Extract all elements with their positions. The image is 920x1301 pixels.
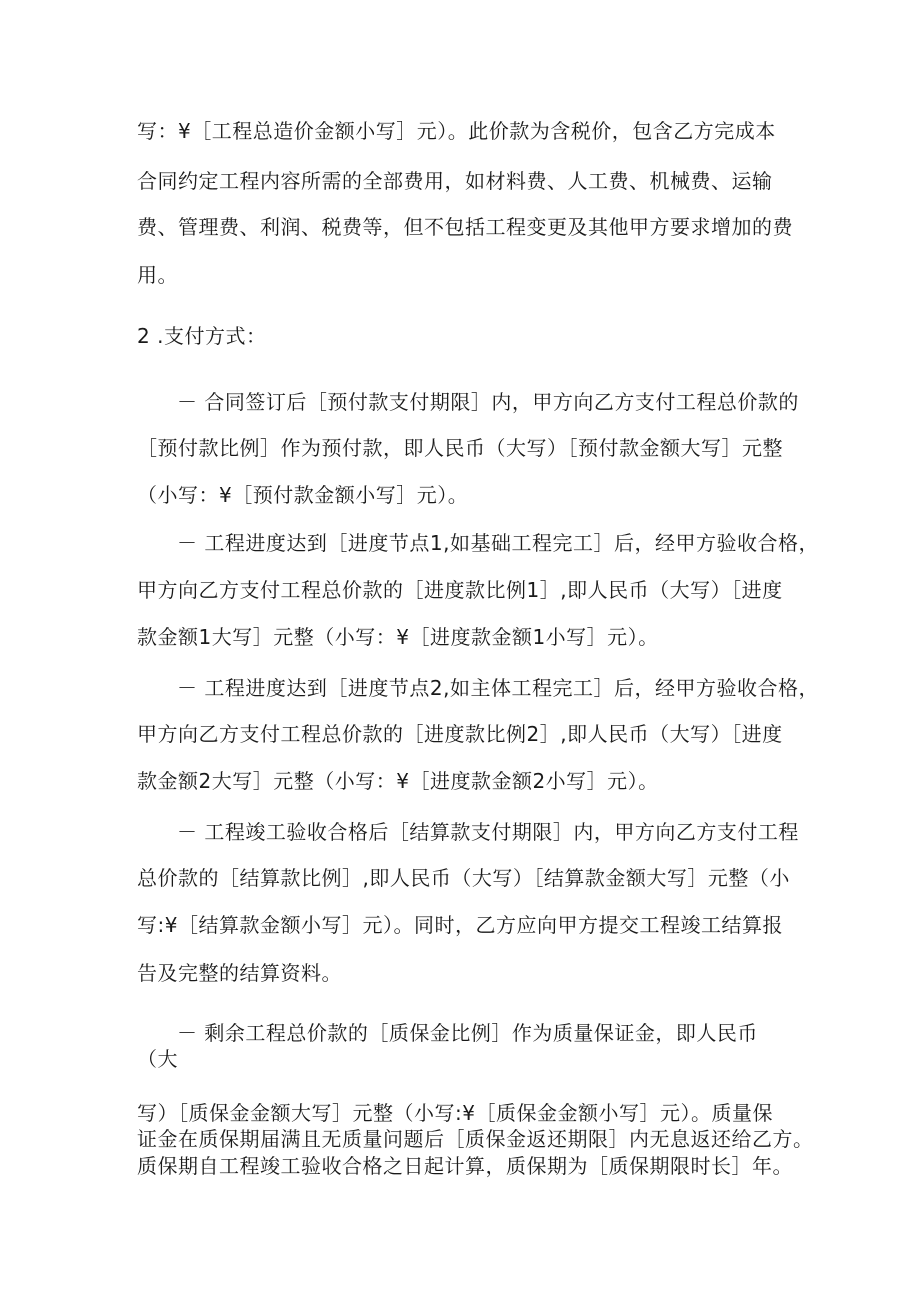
- settlement-payment-line: 写:¥［结算款金额小写］元）。同时，乙方应向甲方提交工程竣工结算报: [137, 913, 783, 937]
- progress-payment-2-line: － 工程进度达到［进度节点2,如主体工程完工］后，经甲方验收合格，: [177, 676, 819, 700]
- price-paragraph-line: 合同约定工程内容所需的全部费用，如材料费、人工费、机械费、运输: [137, 169, 773, 193]
- settlement-payment-line: 总价款的［结算款比例］,即人民币（大写）［结算款金额大写］元整（小: [137, 866, 790, 890]
- retention-payment-line: （大: [137, 1047, 178, 1071]
- price-paragraph-line: 写：¥［工程总造价金额小写］元）。此价款为含税价，包含乙方完成本: [137, 119, 776, 143]
- retention-payment-line: － 剩余工程总价款的［质保金比例］作为质量保证金，即人民币: [177, 1021, 758, 1045]
- advance-payment-line: ［预付款比例］作为预付款，即人民币（大写）［预付款金额大写］元整: [137, 436, 783, 460]
- progress-payment-2-line: 款金额2大写］元整（小写：¥［进度款金额2小写］元）。: [137, 769, 659, 793]
- progress-payment-1-line: － 工程进度达到［进度节点1,如基础工程完工］后，经甲方验收合格，: [177, 531, 819, 555]
- progress-payment-1-line: 款金额1大写］元整（小写：¥［进度款金额1小写］元）。: [137, 625, 659, 649]
- advance-payment-line: （小写：¥［预付款金额小写］元）。: [137, 483, 469, 507]
- progress-payment-1-line: 甲方向乙方支付工程总价款的［进度款比例1］,即人民币（大写）［进度: [137, 578, 783, 602]
- settlement-payment-line: 告及完整的结算资料。: [137, 961, 342, 985]
- price-paragraph-line: 用。: [137, 263, 178, 287]
- retention-payment-line: 写）［质保金金额大写］元整（小写:¥［质保金金额小写］元）。质量保: [137, 1101, 773, 1125]
- retention-payment-line: 证金在质保期届满且无质量问题后［质保金返还期限］内无息返还给乙方。: [137, 1127, 814, 1151]
- settlement-payment-line: － 工程竣工验收合格后［结算款支付期限］内，甲方向乙方支付工程: [177, 820, 799, 844]
- advance-payment-line: － 合同签订后［预付款支付期限］内，甲方向乙方支付工程总价款的: [177, 390, 799, 414]
- retention-payment-line: 质保期自工程竣工验收合格之日起计算，质保期为［质保期限时长］年。: [137, 1154, 793, 1178]
- progress-payment-2-line: 甲方向乙方支付工程总价款的［进度款比例2］,即人民币（大写）［进度: [137, 722, 783, 746]
- section-heading: 2 .支付方式：: [137, 324, 267, 348]
- price-paragraph-line: 费、管理费、利润、税费等，但不包括工程变更及其他甲方要求增加的费: [137, 215, 793, 239]
